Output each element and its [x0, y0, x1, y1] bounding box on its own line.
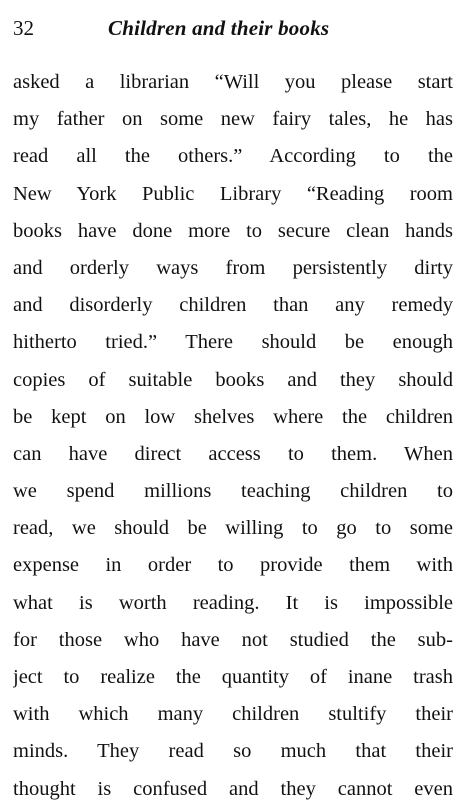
text-line: we spend millions teaching children to	[13, 480, 453, 503]
text-line: with which many children stultify their	[13, 703, 453, 726]
text-line: read all the others.” According to the	[13, 145, 453, 168]
text-line: hitherto tried.” There should be enough	[13, 331, 453, 354]
text-line: be kept on low shelves where the children	[13, 405, 453, 428]
text-line: can have direct access to them. When	[13, 442, 453, 465]
text-line: expense in order to provide them with	[13, 554, 453, 577]
text-line: copies of suitable books and they should	[13, 368, 453, 391]
text-line: and orderly ways from persistently dirty	[13, 256, 453, 279]
page-number: 32	[13, 16, 34, 40]
text-line: my father on some new fairy tales, he has	[13, 108, 453, 131]
text-line: books have done more to secure clean hands	[13, 219, 453, 242]
text-line: New York Public Library “Reading room	[13, 182, 453, 205]
text-line: minds. They read so much that their	[13, 740, 453, 763]
body-paragraph	[13, 64, 453, 808]
text-line: and disorderly children than any remedy	[13, 294, 453, 317]
text-line: ject to realize the quantity of inane trash	[13, 666, 453, 688]
running-title: Children and their books	[108, 16, 330, 40]
text-line: for those who have not studied the sub-	[13, 628, 453, 651]
text-line: read, we should be willing to go to some	[13, 517, 453, 540]
text-line: asked a librarian “Will you please start	[13, 71, 453, 93]
page-header	[0, 10, 464, 46]
text-line: thought is confused and they cannot even	[13, 777, 453, 800]
text-line: what is worth reading. It is impossible	[13, 591, 453, 614]
